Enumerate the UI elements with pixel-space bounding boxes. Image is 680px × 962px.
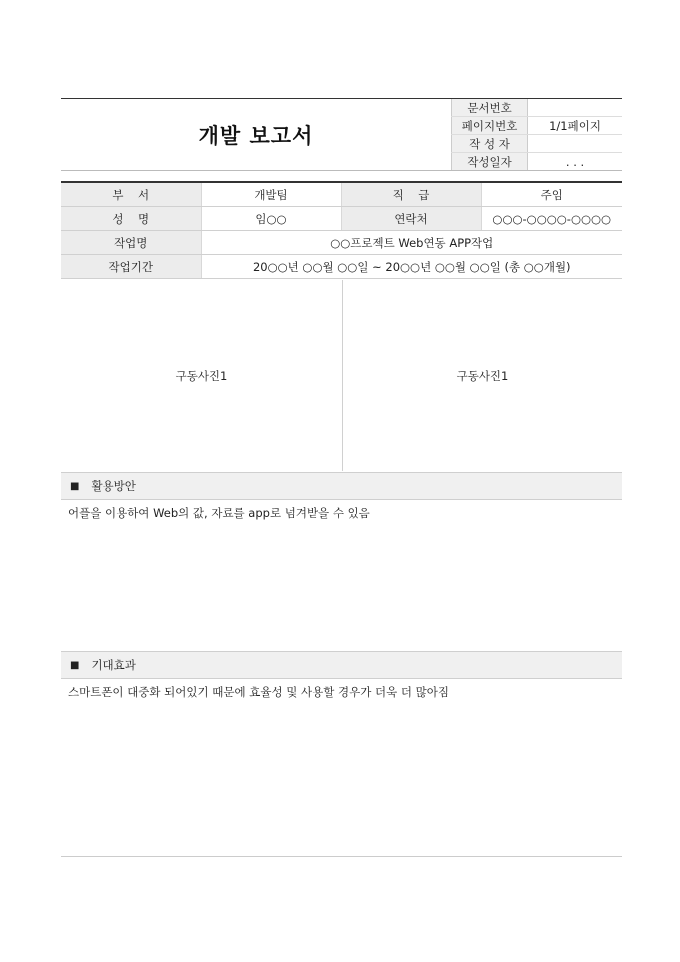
name-value: 임○○ xyxy=(201,207,341,231)
contact-value: ○○○-○○○○-○○○○ xyxy=(481,207,622,231)
document-meta-table xyxy=(451,99,622,171)
section-title-usage: 활용방안 xyxy=(91,479,136,493)
section-body-effect: 스마트폰이 대중화 되어있기 때문에 효율성 및 사용할 경우가 더욱 더 많아짐 xyxy=(68,685,449,699)
meta-row-page-number xyxy=(452,117,623,135)
meta-value xyxy=(528,135,622,153)
name-label: 성 명 xyxy=(61,207,201,231)
meta-label: 작 성 자 xyxy=(452,135,528,153)
section-header-effect xyxy=(61,651,622,679)
section-header-usage xyxy=(61,472,622,500)
dept-label: 부 서 xyxy=(61,183,201,207)
section-body-usage: 어플을 이용하여 Web의 값, 자료를 app로 넘겨받을 수 있음 xyxy=(68,506,370,520)
photo-right-caption: 구동사진1 xyxy=(456,368,509,383)
meta-value: . . . xyxy=(528,153,622,171)
meta-row-author xyxy=(452,135,623,153)
meta-value xyxy=(528,99,622,117)
task-value: ○○프로젝트 Web연동 APP작업 xyxy=(201,231,622,255)
rank-value: 주임 xyxy=(481,183,622,207)
square-bullet-icon: ■ xyxy=(70,659,80,671)
rank-label: 직 급 xyxy=(341,183,481,207)
footer-rule xyxy=(61,856,622,857)
photo-area xyxy=(61,280,622,471)
meta-row-doc-number xyxy=(452,99,623,117)
info-row-dept xyxy=(61,183,622,207)
info-table xyxy=(61,183,622,279)
meta-row-date xyxy=(452,153,623,171)
task-label: 작업명 xyxy=(61,231,201,255)
meta-value: 1/1페이지 xyxy=(528,117,622,135)
photo-left-placeholder xyxy=(61,280,343,471)
meta-label: 작성일자 xyxy=(452,153,528,171)
meta-label: 문서번호 xyxy=(452,99,528,117)
info-row-name xyxy=(61,207,622,231)
info-row-task xyxy=(61,231,622,255)
square-bullet-icon: ■ xyxy=(70,480,80,492)
period-label: 작업기간 xyxy=(61,255,201,279)
document-title: 개발 보고서 xyxy=(198,123,314,148)
meta-label: 페이지번호 xyxy=(452,117,528,135)
photo-right-placeholder xyxy=(343,280,622,471)
dept-value: 개발팀 xyxy=(201,183,341,207)
section-title-effect: 기대효과 xyxy=(91,658,136,672)
photo-left-caption: 구동사진1 xyxy=(175,368,228,383)
info-row-period xyxy=(61,255,622,279)
header-bottom-rule xyxy=(61,170,622,171)
contact-label: 연락처 xyxy=(341,207,481,231)
period-value: 20○○년 ○○월 ○○일 ~ 20○○년 ○○월 ○○일 (총 ○○개월) xyxy=(201,255,622,279)
